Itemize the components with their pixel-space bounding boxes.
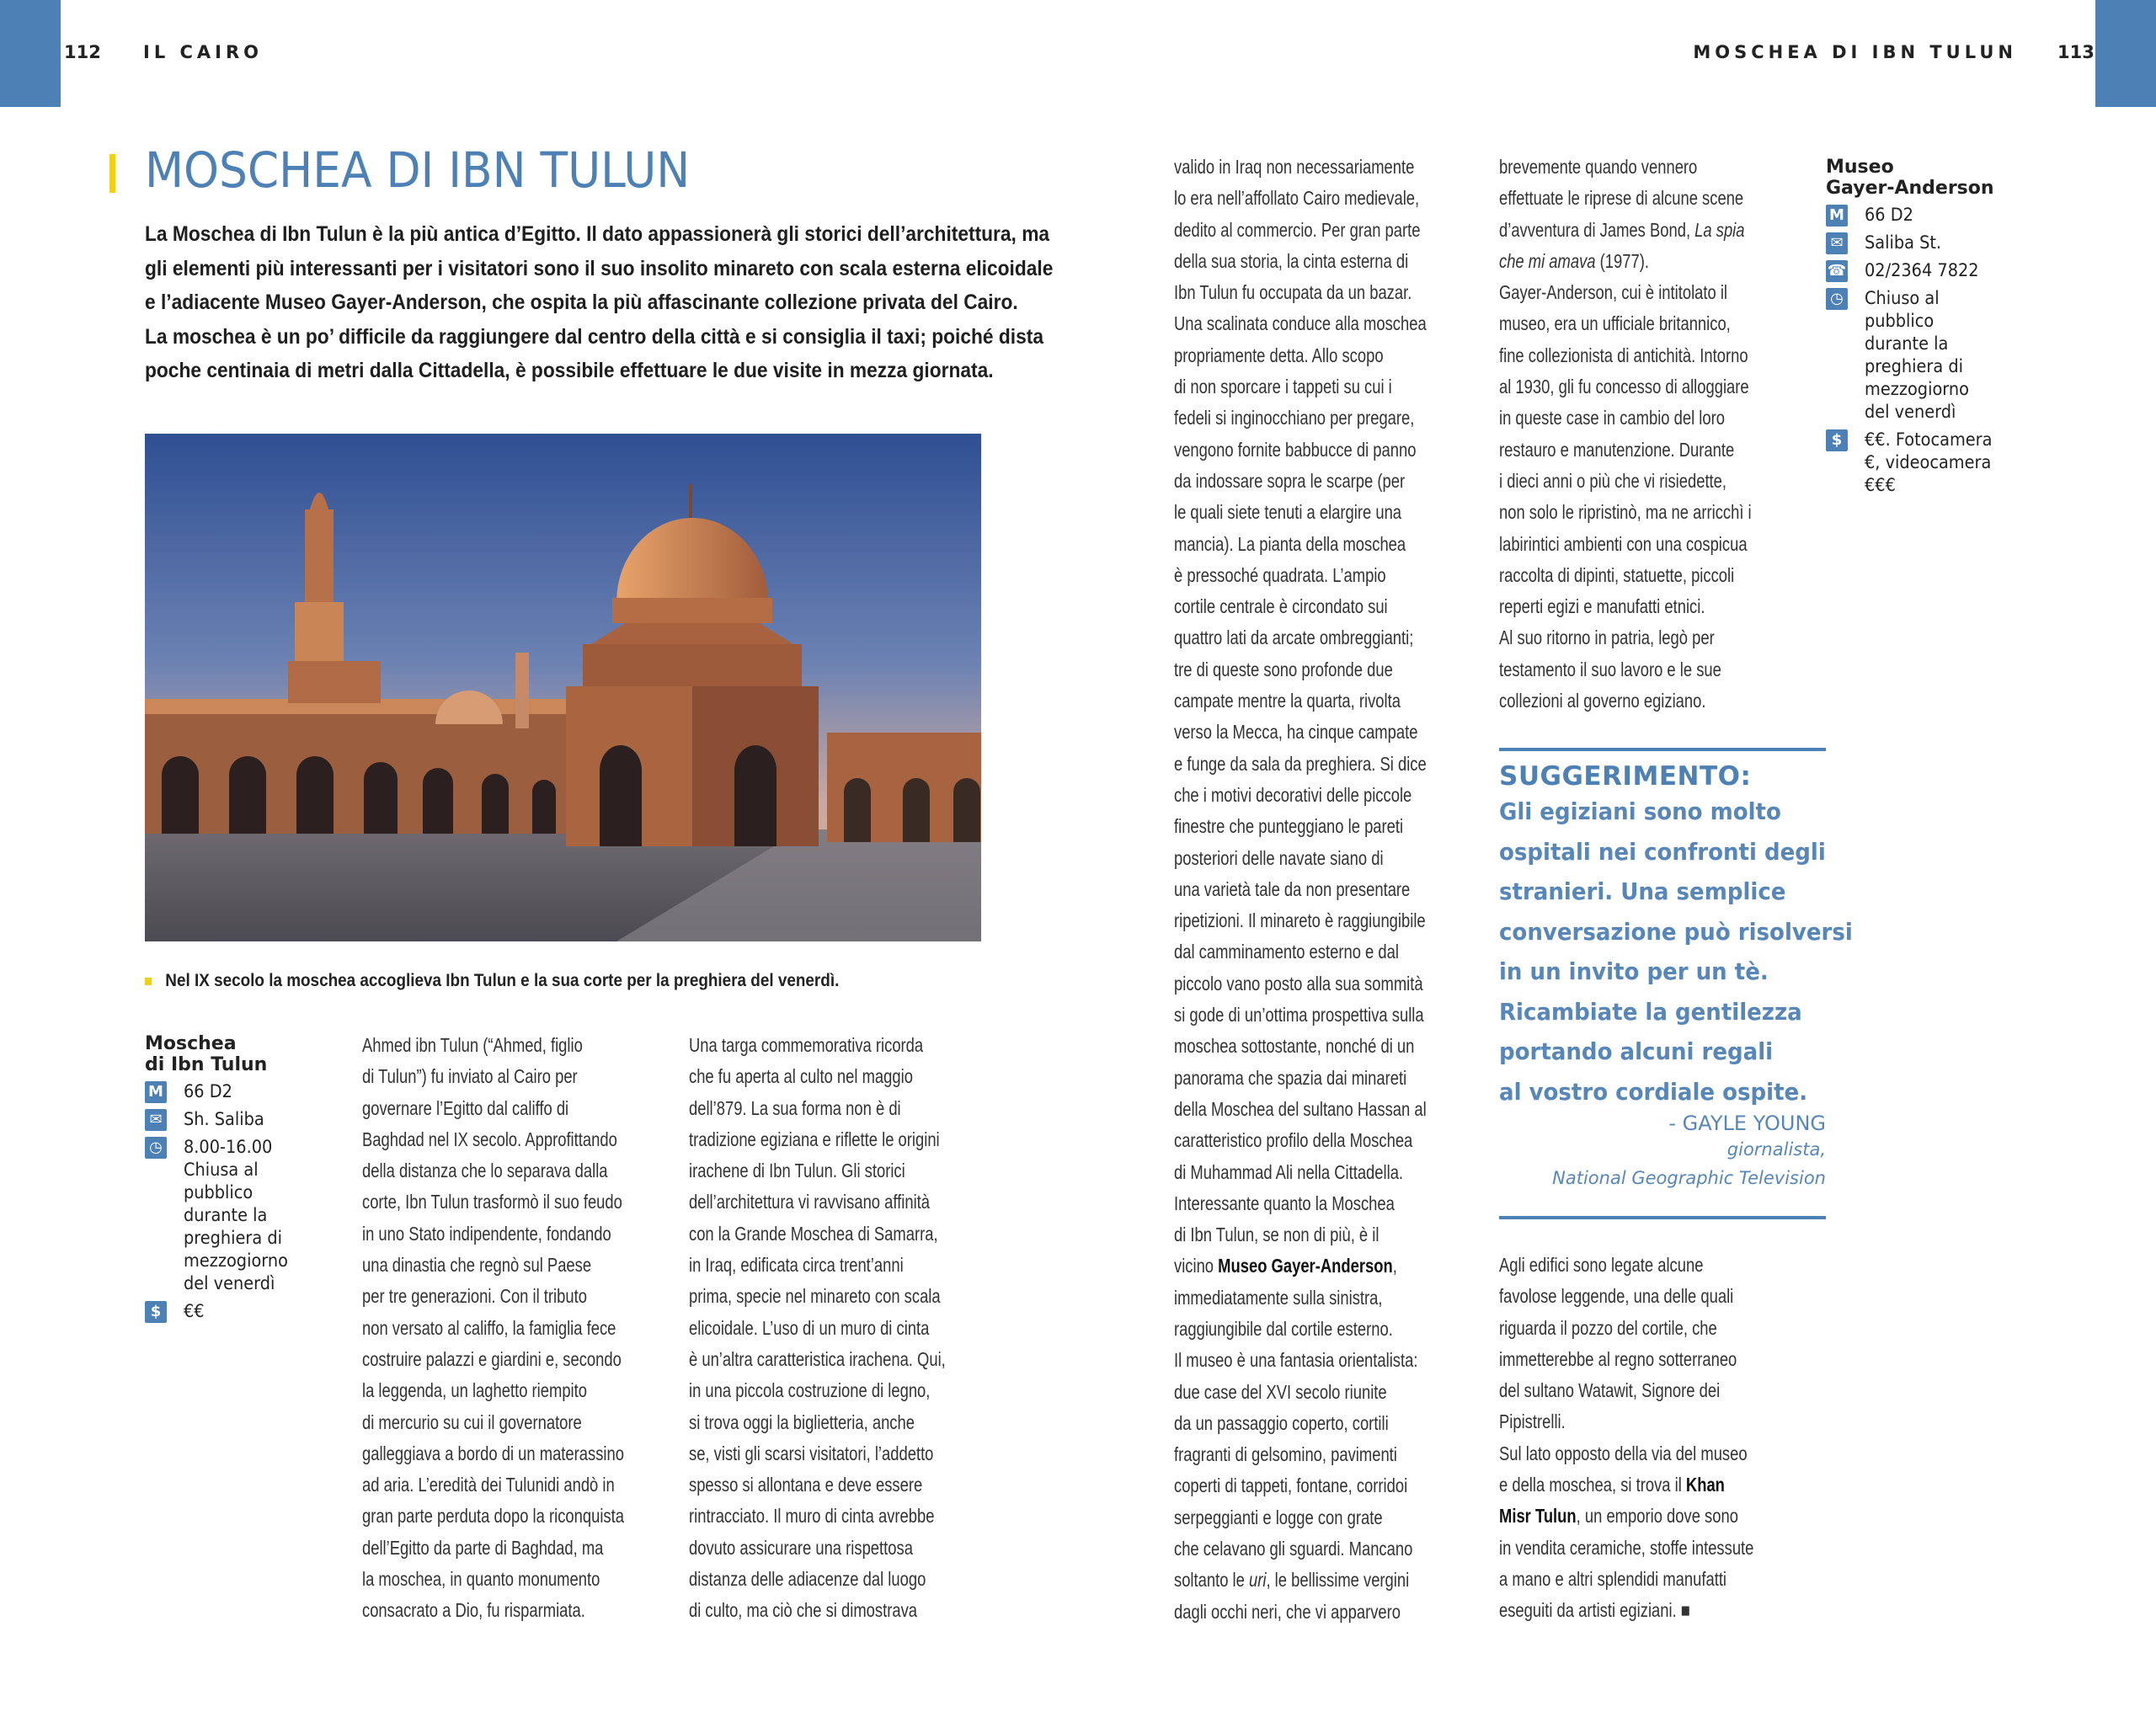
- photo-caption: [145, 971, 839, 991]
- text-line: fragranti di gelsomino, pavimenti: [1174, 1443, 1397, 1466]
- text-line: caratteristico profilo della Moschea: [1174, 1129, 1413, 1152]
- text-line: moschea sottostante, nonché di un: [1174, 1035, 1415, 1058]
- text-line: brevemente quando vennero: [1499, 156, 1698, 178]
- text-line: governare l’Egitto dal califfo di: [362, 1096, 569, 1119]
- info-address: Sh. Saliba: [184, 1109, 264, 1129]
- text-line: labirintici ambienti con una cospicua: [1499, 532, 1748, 555]
- text-line: di culto, ma ciò che si dimostrava: [689, 1599, 917, 1622]
- text-line: è pressoché quadrata. L’ampio: [1174, 563, 1386, 586]
- text-line: che fu aperta al culto nel maggio: [689, 1065, 913, 1088]
- info-map-ref: 66 D2: [184, 1081, 232, 1101]
- text-line: riguarda il pozzo del cortile, che: [1499, 1316, 1717, 1339]
- text-line: e funge da sala da preghiera. Si dice: [1174, 752, 1427, 775]
- caption-bullet-icon: [145, 978, 152, 985]
- tip-quote-line: Ricambiate la gentilezza: [1499, 997, 1802, 1026]
- text-line: la moschea, in quanto monumento: [362, 1568, 600, 1591]
- intro-line: La Moschea di Ibn Tulun è la più antica d’Egitto. Il dato appassionerà gli storici dell’architettura, ma: [145, 222, 1050, 246]
- bold-text: Misr Tulun: [1499, 1505, 1577, 1528]
- text-line: Ahmed ibn Tulun (“Ahmed, figlio: [362, 1034, 583, 1056]
- tip-quote-line: in un invito per un tè.: [1499, 957, 1769, 985]
- text-line: Sul lato opposto della via del museo: [1499, 1442, 1748, 1464]
- text-line: in una piccola costruzione di legno,: [689, 1379, 931, 1402]
- right-page-tab: [2095, 0, 2156, 107]
- info-row: [1826, 287, 2028, 424]
- text-line: Agli edifici sono legate alcune: [1499, 1254, 1704, 1276]
- text-segment: , un emporio dove sono: [1576, 1505, 1738, 1528]
- info-row: [145, 1300, 313, 1323]
- info-map-ref: 66 D2: [1865, 205, 1913, 225]
- body-column-2: [689, 1030, 946, 1627]
- info-hours: Chiuso al pubblico durante la preghiera di mezzogiorno del venerdì: [1865, 288, 1969, 422]
- text-line: fedeli si inginocchiano per pregare,: [1174, 407, 1415, 429]
- text-line: testamento il suo lavoro e le sue: [1499, 658, 1721, 680]
- text-line: consacrato a Dio, fu risparmiata.: [362, 1599, 585, 1622]
- tip-quote-line: stranieri. Una semplice: [1499, 877, 1786, 905]
- text-line: al 1930, gli fu concesso di alloggiare: [1499, 376, 1749, 398]
- intro-paragraph: [145, 217, 1054, 388]
- body-column-4: [1499, 152, 1752, 717]
- text-line: ripetizioni. Il minareto è raggiungibile: [1174, 909, 1426, 932]
- text-line: immediatamente sulla sinistra,: [1174, 1286, 1383, 1309]
- info-row: [145, 1108, 313, 1131]
- tip-quote-line: portando alcuni regali: [1499, 1037, 1774, 1065]
- text-line: [1499, 215, 1752, 246]
- italic-text: uri: [1249, 1569, 1267, 1592]
- text-line: irachene di Ibn Tulun. Gli storici: [689, 1160, 905, 1182]
- text-line: spesso si allontana e deve essere: [689, 1474, 923, 1496]
- map-icon: M: [1826, 205, 1848, 227]
- text-line: Gayer-Anderson, cui è intitolato il: [1499, 281, 1728, 304]
- tip-quote-line: al vostro cordiale ospite.: [1499, 1077, 1808, 1106]
- text-line: tradizione egiziana e riflette le origini: [689, 1128, 940, 1150]
- text-line: Una targa commemorativa ricorda: [689, 1034, 924, 1056]
- mosque-info-title: Moschea di Ibn Tulun: [145, 1033, 268, 1075]
- text-line: Al suo ritorno in patria, legò per: [1499, 627, 1715, 649]
- text-line: Interessante quanto la Moschea: [1174, 1192, 1395, 1214]
- text-line: reperti egizi e manufatti etnici.: [1499, 595, 1705, 618]
- text-line: in Iraq, edificata circa trent’anni: [689, 1254, 904, 1277]
- caption-text: Nel IX secolo la moschea accoglieva Ibn Tulun e la sua corte per la preghiera del venerdì.: [165, 971, 840, 990]
- text-segment: (1977).: [1595, 249, 1649, 272]
- info-row: [1826, 232, 2028, 254]
- text-line: di Muhammad Ali nella Cittadella.: [1174, 1160, 1404, 1183]
- text-line: dovuto assicurare una rispettosa: [689, 1536, 913, 1559]
- text-line: non versato al califfo, la famiglia fece: [362, 1316, 616, 1339]
- intro-line: gli elementi più interessanti per i visitatori sono il suo insolito minareto con scala esterna elicoidale: [145, 256, 1054, 280]
- info-row: [145, 1080, 313, 1103]
- text-line: corte, Ibn Tulun trasformò il suo feudo: [362, 1191, 622, 1213]
- text-line: del sultano Watawit, Signore dei: [1499, 1379, 1721, 1402]
- left-page-number: 112: [64, 42, 101, 62]
- text-line: si gode di un’ottima prospettiva sulla: [1174, 1004, 1424, 1026]
- text-line: eseguiti da artisti egiziani. ■: [1499, 1599, 1690, 1622]
- text-line: in uno Stato indipendente, fondando: [362, 1222, 611, 1245]
- text-line: in vendita ceramiche, stoffe intessute: [1499, 1536, 1754, 1559]
- text-line: che i motivi decorativi delle piccole: [1174, 783, 1412, 806]
- text-segment: vicino: [1174, 1255, 1219, 1277]
- text-line: favolose leggende, una delle quali: [1499, 1285, 1734, 1308]
- text-line: restauro e manutenzione. Durante: [1499, 438, 1735, 461]
- text-line: in queste case in cambio del loro: [1499, 407, 1725, 429]
- left-page-tab: [0, 0, 61, 107]
- tip-quote-line: conversazione può risolversi: [1499, 917, 1853, 946]
- tip-box: [1499, 748, 1853, 1219]
- right-running-head: MOSCHEA DI IBN TULUN: [1693, 42, 2017, 62]
- text-line: [1174, 1250, 1427, 1282]
- text-line: rintracciato. Il muro di cinta avrebbe: [689, 1505, 935, 1528]
- text-line: della sua storia, la cinta esterna di: [1174, 249, 1409, 272]
- info-phone: 02/2364 7822: [1865, 260, 1979, 280]
- text-line: serpeggianti e logge con grate: [1174, 1506, 1383, 1528]
- text-line: costruire palazzi e giardini e, secondo: [362, 1347, 622, 1370]
- museum-info-box: [1826, 157, 2028, 497]
- text-line: di non sporcare i tappeti su cui i: [1174, 376, 1392, 398]
- text-line: Pipistrelli.: [1499, 1410, 1566, 1433]
- page-title: MOSCHEA DI IBN TULUN: [145, 141, 691, 199]
- intro-line: La moschea è un po’ difficile da raggiungere dal centro della città e si consiglia il taxi; poiché dista: [145, 324, 1044, 349]
- tip-quote-line: Gli egiziani sono molto: [1499, 797, 1781, 825]
- text-line: posteriori delle navate siano di: [1174, 846, 1384, 869]
- text-line: prima, specie nel minareto con scala: [689, 1285, 941, 1308]
- text-line: della distanza che lo separava dalla: [362, 1160, 608, 1182]
- text-line: la leggenda, un laghetto riempito: [362, 1379, 587, 1402]
- tip-author-affiliation: National Geographic Television: [1552, 1168, 1826, 1188]
- text-line: campate mentre la quarta, rivolta: [1174, 690, 1401, 712]
- text-line: propriamente detta. Allo scopo: [1174, 344, 1384, 366]
- text-line: cortile centrale è circondato sui: [1174, 595, 1388, 618]
- text-line: Ibn Tulun fu occupata da un bazar.: [1174, 281, 1412, 304]
- text-line: a mano e altri splendidi manufatti: [1499, 1567, 1727, 1590]
- info-row: [1826, 259, 2028, 282]
- text-line: [1499, 1501, 1753, 1532]
- text-line: se, visti gli scarsi visitatori, l’addetto: [689, 1442, 934, 1464]
- text-line: una varietà tale da non presentare: [1174, 877, 1411, 900]
- text-line: dell’Egitto da parte di Baghdad, ma: [362, 1536, 604, 1559]
- text-segment: d’avventura di James Bond,: [1499, 218, 1695, 241]
- text-line: per tre generazioni. Con il tributo: [362, 1285, 587, 1308]
- text-line: dagli occhi neri, che vi apparvero: [1174, 1600, 1401, 1623]
- text-line: lo era nell’affollato Cairo medievale,: [1174, 187, 1420, 210]
- text-line: i dieci anni o più che vi risiedette,: [1499, 469, 1727, 492]
- text-segment: , le bellissime vergini: [1266, 1569, 1410, 1592]
- price-icon: $: [145, 1301, 167, 1323]
- info-price: €€: [184, 1301, 205, 1321]
- text-segment: e della moschea, si trova il: [1499, 1474, 1686, 1496]
- text-line: che celavano gli sguardi. Mancano: [1174, 1538, 1413, 1560]
- address-icon: ✉: [145, 1109, 167, 1131]
- text-line: di Ibn Tulun, se non di più, è il: [1174, 1224, 1380, 1246]
- left-running-head: IL CAIRO: [143, 42, 264, 62]
- text-line: gran parte perduta dopo la riconquista: [362, 1505, 624, 1528]
- text-line: ad aria. L’eredità dei Tulunidi andò in: [362, 1474, 615, 1496]
- museum-info-title: Museo Gayer-Anderson: [1826, 157, 1994, 199]
- text-line: dal camminamento esterno e dal: [1174, 941, 1399, 963]
- text-line: raggiungibile dal cortile esterno.: [1174, 1317, 1393, 1340]
- clock-icon: ◷: [145, 1137, 167, 1159]
- text-line: dell’879. La sua forma non è di: [689, 1096, 901, 1119]
- text-line: con la Grande Moschea di Samarra,: [689, 1222, 938, 1245]
- text-line: una dinastia che regnò sul Paese: [362, 1254, 592, 1277]
- text-line: Baghdad nel IX secolo. Approfittando: [362, 1128, 617, 1150]
- mosque-info-box: [145, 1033, 313, 1323]
- text-segment: soltanto le: [1174, 1569, 1249, 1592]
- text-line: dedito al commercio. Per gran parte: [1174, 218, 1421, 241]
- text-line: dell’architettura vi ravvisano affinità: [689, 1191, 931, 1213]
- phone-icon: ☎: [1826, 260, 1848, 282]
- text-line: verso la Mecca, ha cinque campate: [1174, 721, 1418, 744]
- mosque-photo: [145, 434, 981, 941]
- text-line: finestre che punteggiano le pareti: [1174, 815, 1404, 838]
- title-accent-bar: [109, 154, 115, 193]
- address-icon: ✉: [1826, 232, 1848, 254]
- text-line: collezioni al governo egiziano.: [1499, 690, 1706, 712]
- text-line: galleggiava a bordo di un materassino: [362, 1442, 624, 1464]
- text-line: si trova oggi la biglietteria, anche: [689, 1410, 915, 1433]
- info-row: [1826, 429, 2028, 497]
- text-line: da indossare sopra le scarpe (per: [1174, 469, 1406, 492]
- text-line: è un’altra caratteristica irachena. Qui,: [689, 1347, 946, 1370]
- price-icon: $: [1826, 429, 1848, 451]
- info-row: [1826, 204, 2028, 227]
- intro-line: poche centinaia di metri dalla Cittadella, è possibile effettuare le due visite in mezza giornata.: [145, 359, 994, 382]
- text-line: [1499, 1469, 1753, 1501]
- text-line: distanza delle adiacenze dal luogo: [689, 1568, 926, 1591]
- text-line: di mercurio su cui il governatore: [362, 1410, 582, 1433]
- tip-author-role: giornalista,: [1726, 1139, 1826, 1160]
- text-line: raccolta di dipinti, statuette, piccoli: [1499, 563, 1735, 586]
- body-column-1: [362, 1030, 624, 1627]
- text-line: due case del XVI secolo riunite: [1174, 1380, 1387, 1403]
- text-line: panorama che spazia dai minareti: [1174, 1066, 1407, 1089]
- text-line: vengono fornite babbucce di panno: [1174, 438, 1417, 461]
- body-column-4-continued: [1499, 1250, 1753, 1627]
- clock-icon: ◷: [1826, 288, 1848, 310]
- right-page-number: 113: [2057, 42, 2095, 62]
- text-line: Il museo è una fantasia orientalista:: [1174, 1349, 1418, 1372]
- text-line: effettuate le riprese di alcune scene: [1499, 187, 1744, 210]
- text-line: coperti di tappeti, fontane, corridoi: [1174, 1474, 1408, 1497]
- info-price: €€. Fotocamera €, videocamera €€€: [1865, 429, 1993, 495]
- tip-quote-line: ospitali nei confronti degli: [1499, 837, 1826, 866]
- intro-line: e l’adiacente Museo Gayer-Anderson, che ospita la più affascinante collezione privata del Cairo.: [145, 291, 1018, 314]
- text-line: della Moschea del sultano Hassan al: [1174, 1097, 1427, 1120]
- body-column-3: [1174, 152, 1427, 1628]
- italic-text: La spia: [1694, 218, 1745, 241]
- info-address: Saliba St.: [1865, 232, 1942, 253]
- bold-text: Khan: [1685, 1474, 1725, 1496]
- text-line: da un passaggio coperto, cortili: [1174, 1411, 1389, 1434]
- bold-text: Museo Gayer-Anderson: [1218, 1255, 1393, 1277]
- text-line: fine collezionista di antichità. Intorno: [1499, 344, 1748, 366]
- text-line: di Tulun”) fu inviato al Cairo per: [362, 1065, 578, 1088]
- tip-author: - GAYLE YOUNG: [1668, 1112, 1826, 1135]
- tip-heading: SUGGERIMENTO:: [1499, 761, 1752, 792]
- map-icon: M: [145, 1081, 167, 1103]
- text-line: museo, era un ufficiale britannico,: [1499, 312, 1731, 335]
- info-row: [145, 1136, 313, 1295]
- tip-quote: [1499, 792, 1853, 1112]
- text-line: non solo le ripristinò, ma ne arricchì i: [1499, 501, 1752, 524]
- text-line: Una scalinata conduce alla moschea: [1174, 312, 1427, 335]
- text-line: [1499, 246, 1752, 277]
- text-line: piccolo vano posto alla sua sommità: [1174, 972, 1423, 994]
- info-hours: 8.00-16.00 Chiusa al pubblico durante la preghiera di mezzogiorno del venerdì: [184, 1137, 288, 1293]
- text-line: quattro lati da arcate ombreggianti;: [1174, 627, 1414, 649]
- text-line: valido in Iraq non necessariamente: [1174, 156, 1415, 178]
- text-segment: ,: [1392, 1255, 1397, 1277]
- text-line: mancia). La pianta della moschea: [1174, 532, 1406, 555]
- text-line: tre di queste sono profonde due: [1174, 658, 1393, 680]
- text-line: le quali siete tenuti a elargire una: [1174, 501, 1402, 524]
- text-line: [1174, 1565, 1427, 1596]
- text-line: elicoidale. L’uso di un muro di cinta: [689, 1316, 930, 1339]
- text-line: immetterebbe al regno sotterraneo: [1499, 1347, 1737, 1370]
- italic-text: che mi amava: [1499, 249, 1596, 272]
